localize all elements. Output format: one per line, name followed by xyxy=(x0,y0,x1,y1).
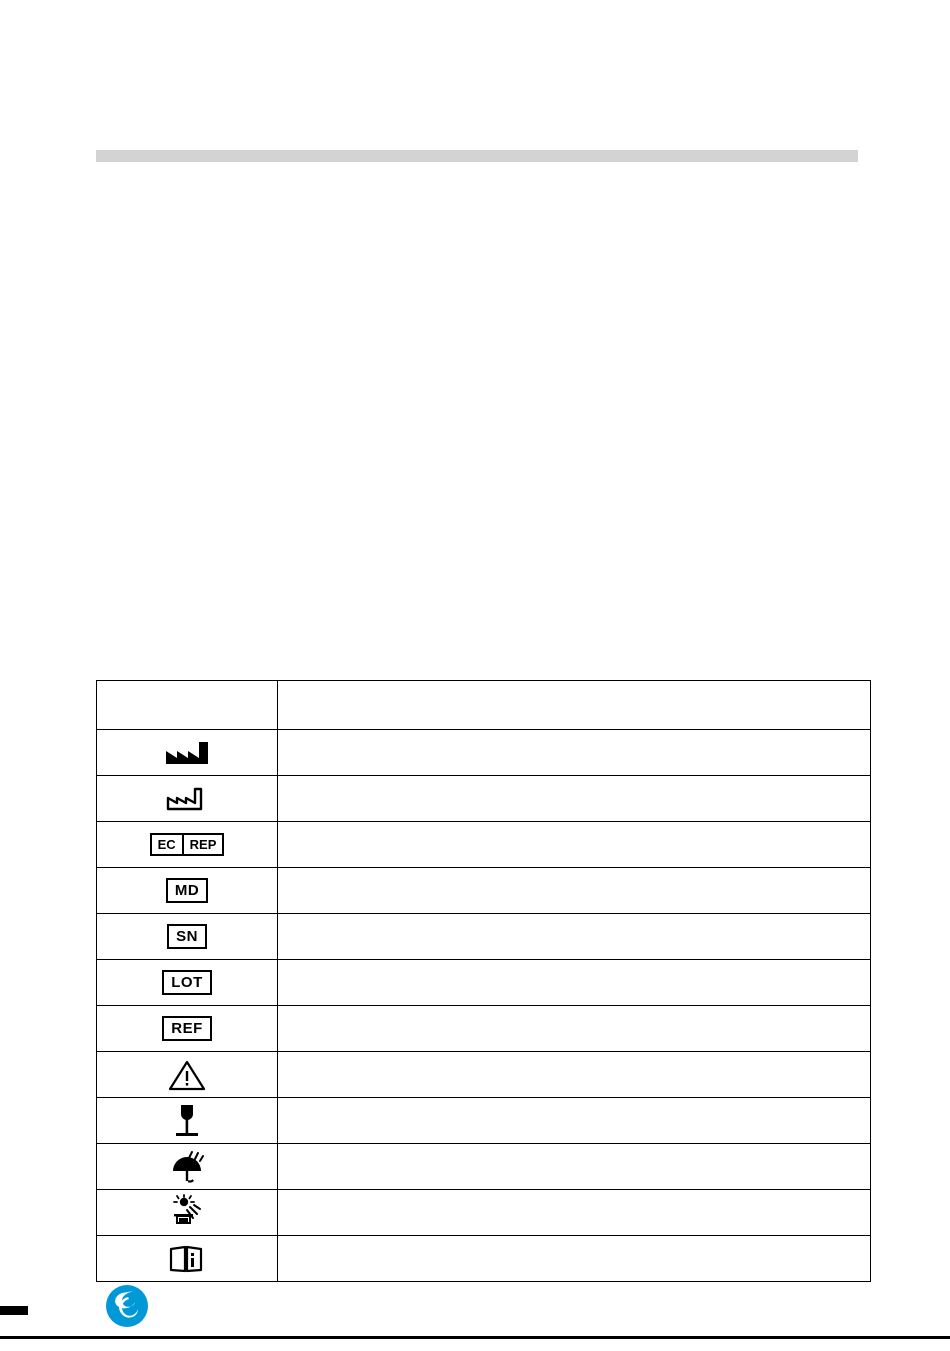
ec-rep-right-label: REP xyxy=(189,837,217,852)
symbol-cell xyxy=(97,914,278,960)
table-row xyxy=(97,822,871,868)
description-cell xyxy=(278,1052,871,1098)
lot-label: LOT xyxy=(162,970,212,995)
description-cell xyxy=(278,960,871,1006)
table-row xyxy=(97,960,871,1006)
ec-rep-left-label: EC xyxy=(152,835,184,854)
header-cell-symbol xyxy=(97,681,278,730)
symbol-cell xyxy=(97,1006,278,1052)
symbol-cell xyxy=(97,730,278,776)
description-cell xyxy=(278,868,871,914)
symbol-cell xyxy=(97,776,278,822)
caution-icon xyxy=(97,1052,277,1097)
table-row xyxy=(97,1236,871,1282)
ref-label: REF xyxy=(162,1016,212,1041)
fragile-icon xyxy=(97,1098,277,1143)
description-cell xyxy=(278,1190,871,1236)
table-row xyxy=(97,914,871,960)
keep-away-from-sunlight-icon xyxy=(97,1190,277,1235)
symbol-cell xyxy=(97,1144,278,1190)
consult-instructions-icon xyxy=(97,1236,277,1281)
table-row xyxy=(97,1190,871,1236)
ec-rep-icon xyxy=(97,822,277,867)
manufacturer-icon xyxy=(97,730,277,775)
table-row xyxy=(97,1098,871,1144)
footer-rule xyxy=(0,1336,950,1339)
description-cell xyxy=(278,1098,871,1144)
md-label: MD xyxy=(166,878,208,903)
company-logo xyxy=(104,1283,150,1329)
description-cell xyxy=(278,1006,871,1052)
symbol-cell xyxy=(97,822,278,868)
catalogue-number-icon xyxy=(97,1006,277,1051)
table-row xyxy=(97,776,871,822)
table-row xyxy=(97,868,871,914)
medical-device-icon xyxy=(97,868,277,913)
sn-label: SN xyxy=(167,924,207,949)
table-row xyxy=(97,730,871,776)
description-cell xyxy=(278,776,871,822)
symbol-cell xyxy=(97,960,278,1006)
table-header-row xyxy=(97,681,871,730)
symbol-cell xyxy=(97,1098,278,1144)
description-cell xyxy=(278,1236,871,1282)
serial-number-icon xyxy=(97,914,277,959)
description-cell xyxy=(278,1144,871,1190)
lot-number-icon xyxy=(97,960,277,1005)
symbol-cell xyxy=(97,1052,278,1098)
symbol-cell xyxy=(97,1236,278,1282)
symbol-cell xyxy=(97,868,278,914)
header-cell-description xyxy=(278,681,871,730)
description-cell xyxy=(278,914,871,960)
keep-dry-icon xyxy=(97,1144,277,1189)
date-of-manufacture-icon xyxy=(97,776,277,821)
description-cell xyxy=(278,730,871,776)
table-row xyxy=(97,1144,871,1190)
symbol-legend-table xyxy=(96,680,871,1282)
page-edge-marker xyxy=(0,1306,28,1315)
table-row xyxy=(97,1006,871,1052)
table-row xyxy=(97,1052,871,1098)
description-cell xyxy=(278,822,871,868)
header-rule xyxy=(96,150,858,162)
symbol-cell xyxy=(97,1190,278,1236)
